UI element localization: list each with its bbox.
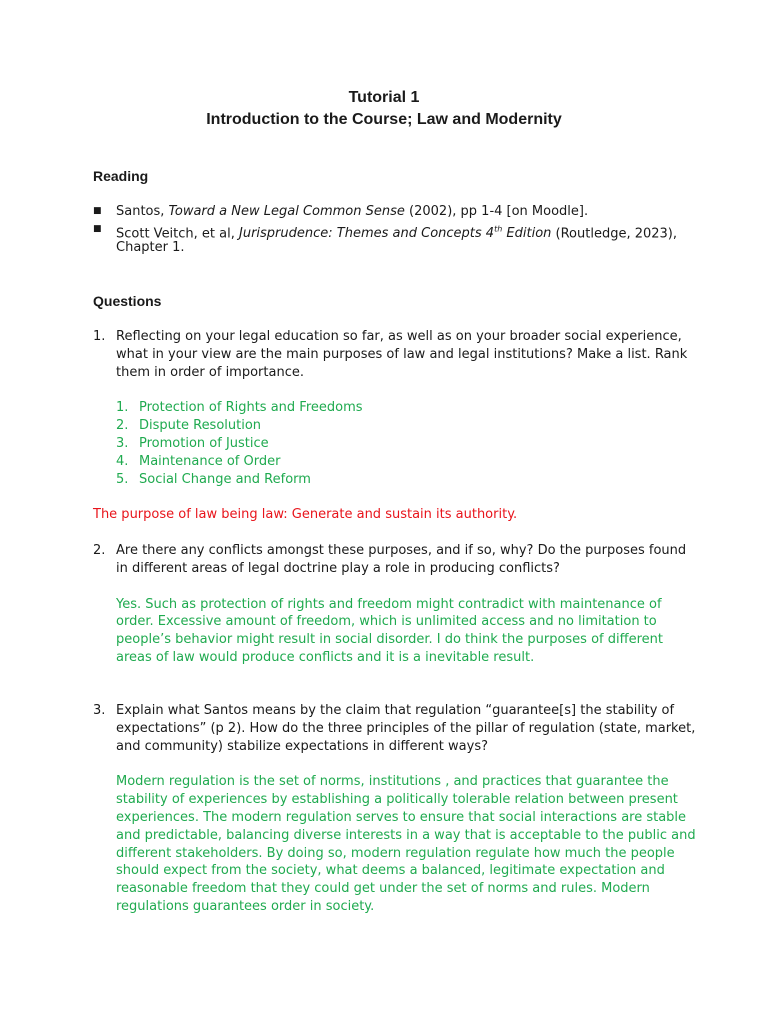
tutorial-subtitle: Introduction to the Course; Law and Modernity [206, 111, 562, 128]
tutorial-title: Tutorial 1 [348, 89, 420, 106]
answer-number: 3. [116, 436, 129, 451]
bullet-icon: ■ [93, 206, 102, 216]
question-1-text: Reflecting on your legal education so far, as well as on your broader social experience, [116, 329, 682, 344]
answer-list-item: Protection of Rights and Freedoms [139, 400, 363, 415]
answer-3-text: stability of experiences by establishing a politically tolerable relation between present [116, 792, 678, 807]
question-3-text: Explain what Santos means by the claim that regulation “guarantee[s] the stability of [116, 703, 675, 718]
question-number: 1. [93, 329, 106, 344]
answer-list-item: Dispute Resolution [139, 418, 262, 433]
question-2-text: Are there any conflicts amongst these purposes, and if so, why? Do the purposes found [116, 543, 687, 558]
answer-list-item: Social Change and Reform [139, 472, 311, 487]
answer-3-text: and predictable, balancing diverse interests in a way that is acceptable to the public and [116, 828, 696, 843]
question-1-text: them in order of importance. [116, 365, 304, 380]
answer-3-text: reasonable freedom that they could get under the set of norms and rules. Modern [116, 881, 650, 896]
question-number: 2. [93, 543, 106, 558]
purpose-note: The purpose of law being law: Generate and sustain its authority. [93, 507, 518, 522]
answer-3-text: regulations guarantees order in society. [116, 899, 375, 914]
answer-3-text: Modern regulation is the set of norms, institutions , and practices that guarantee the [116, 774, 669, 789]
reading-item-1: Santos, Toward a New Legal Common Sense (2002), pp 1-4 [on Moodle]. [116, 204, 589, 219]
answer-list-item: Promotion of Justice [139, 436, 269, 451]
question-3-text: expectations” (p 2). How do the three principles of the pillar of regulation (state, market, [116, 721, 696, 736]
answer-2-text: order. Excessive amount of freedom, which is unlimited access and no limitation to [116, 614, 657, 629]
answer-number: 5. [116, 472, 129, 487]
answer-2-text: areas of law would produce conflicts and it is a inevitable result. [116, 650, 535, 665]
answer-3-text: should expect from the society, what deems a balanced, legitimate expectation and [116, 863, 665, 878]
answer-3-text: experiences. The modern regulation serves to ensure that social interactions are stable [116, 810, 687, 825]
answer-number: 4. [116, 454, 129, 469]
reading-heading: Reading [93, 168, 149, 184]
reading-item-2-continued: Chapter 1. [116, 240, 185, 255]
question-number: 3. [93, 703, 106, 718]
answer-list-item: Maintenance of Order [139, 454, 281, 469]
reading-item-2: Scott Veitch, et al, Jurisprudence: Themes and Concepts 4th Edition (Routledge, 2023), [116, 225, 678, 242]
answer-2-text: Yes. Such as protection of rights and freedom might contradict with maintenance of [116, 597, 662, 612]
bullet-icon: ■ [93, 224, 102, 234]
answer-number: 2. [116, 418, 129, 433]
question-3-text: and community) stabilize expectations in different ways? [116, 739, 489, 754]
answer-number: 1. [116, 400, 129, 415]
question-1-text: what in your view are the main purposes of law and legal institutions? Make a list. Rank [116, 347, 688, 362]
answer-2-text: people’s behavior might result in social disorder. I do think the purposes of different [116, 632, 663, 647]
answer-3-text: different stakeholders. By doing so, modern regulation regulate how much the people [116, 846, 675, 861]
question-2-text: in different areas of legal doctrine play a role in producing conflicts? [116, 561, 560, 576]
questions-heading: Questions [93, 293, 162, 309]
